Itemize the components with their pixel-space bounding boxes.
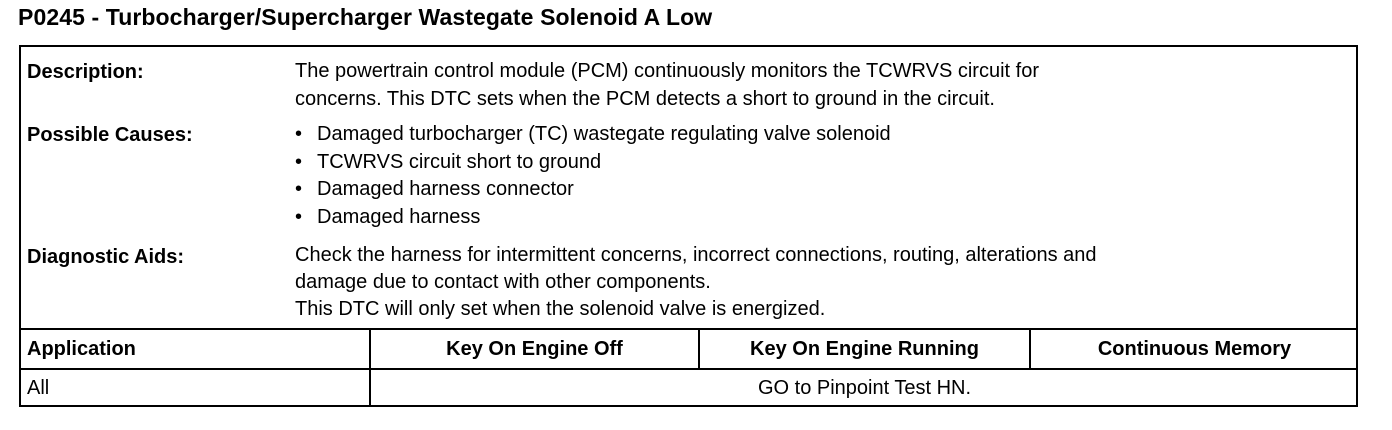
diagnostic-aids-line: damage due to contact with other components.	[295, 271, 711, 293]
page-title: P0245 - Turbocharger/Supercharger Wastegate Solenoid A Low	[18, 4, 713, 30]
header-key-on-engine-running: Key On Engine Running	[750, 338, 979, 360]
divider	[21, 328, 1356, 330]
description-label: Description:	[27, 61, 144, 83]
list-item: • TCWRVS circuit short to ground	[295, 149, 891, 177]
diagnostic-aids-line: This DTC will only set when the solenoid valve is energized.	[295, 298, 826, 320]
header-key-on-engine-off: Key On Engine Off	[446, 338, 623, 360]
dtc-table	[19, 45, 1358, 407]
bullet-icon: •	[295, 205, 303, 228]
list-item: • Damaged harness connector	[295, 176, 891, 204]
bullet-icon: •	[295, 150, 303, 173]
description-line: The powertrain control module (PCM) continuously monitors the TCWRVS circuit for	[295, 60, 1039, 82]
diagnostic-aids-label: Diagnostic Aids:	[27, 246, 185, 268]
description-line: concerns. This DTC sets when the PCM detects a short to ground in the circuit.	[295, 88, 995, 110]
diagnostic-aids-line: Check the harness for intermittent concerns, incorrect connections, routing, alterations and	[295, 244, 1097, 266]
divider	[21, 368, 1356, 370]
list-item: • Damaged turbocharger (TC) wastegate regulating valve solenoid	[295, 121, 891, 149]
application-cell: All	[27, 377, 50, 399]
diagnostic-aids-text	[295, 242, 1097, 323]
list-item: • Damaged harness	[295, 204, 891, 232]
header-application: Application	[27, 338, 136, 360]
header-continuous-memory: Continuous Memory	[1097, 338, 1292, 360]
pinpoint-test-cell: GO to Pinpoint Test HN.	[757, 377, 972, 399]
possible-causes-label: Possible Causes:	[27, 124, 193, 146]
bullet-icon: •	[295, 178, 303, 200]
bullet-icon: •	[295, 123, 303, 145]
description-text	[295, 57, 1039, 113]
possible-causes-list	[295, 121, 891, 231]
